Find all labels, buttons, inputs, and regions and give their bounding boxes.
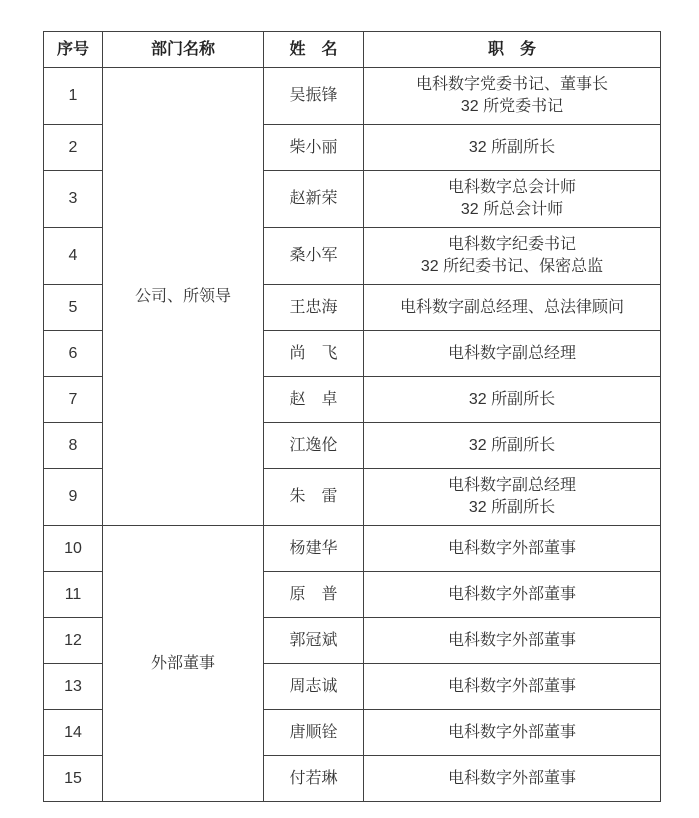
- department-cell: 公司、所领导: [103, 68, 264, 526]
- index-cell: 4: [44, 228, 103, 285]
- position-cell: [364, 526, 661, 572]
- name-cell: 朱 雷: [264, 469, 364, 526]
- position-cell: [364, 572, 661, 618]
- position-line: 电科数字副总经理: [447, 344, 576, 362]
- name-cell: 江逸伦: [264, 423, 364, 469]
- name-cell: 原 普: [264, 572, 364, 618]
- personnel-table: [43, 31, 661, 802]
- table-row: [44, 68, 661, 125]
- index-cell: 7: [44, 377, 103, 423]
- position-cell: [364, 423, 661, 469]
- index-cell: 14: [44, 710, 103, 756]
- position-cell: [364, 756, 661, 802]
- position-cell: [364, 68, 661, 125]
- position-line: 电科数字总会计师: [447, 179, 576, 196]
- position-cell: [364, 171, 661, 228]
- position-line: 电科数字党委书记、董事长: [415, 76, 608, 93]
- position-cell: [364, 377, 661, 423]
- position-line: 32 所党委书记: [460, 98, 564, 115]
- index-cell: 13: [44, 664, 103, 710]
- name-cell: 唐顺铨: [264, 710, 364, 756]
- index-cell: 8: [44, 423, 103, 469]
- index-cell: 2: [44, 125, 103, 171]
- name-cell: 赵新荣: [264, 171, 364, 228]
- name-cell: 柴小丽: [264, 125, 364, 171]
- name-cell: 付若琳: [264, 756, 364, 802]
- position-line: 电科数字外部董事: [447, 769, 576, 787]
- index-cell: 10: [44, 526, 103, 572]
- table-body: [44, 68, 661, 802]
- index-cell: 1: [44, 68, 103, 125]
- name-cell: 吴振锋: [264, 68, 364, 125]
- position-cell: [364, 331, 661, 377]
- position-cell: [364, 125, 661, 171]
- name-cell: 周志诚: [264, 664, 364, 710]
- header-name: 姓 名: [264, 32, 364, 68]
- index-cell: 15: [44, 756, 103, 802]
- index-cell: 6: [44, 331, 103, 377]
- position-line: 32 所副所长: [468, 499, 556, 516]
- position-cell: [364, 469, 661, 526]
- index-cell: 9: [44, 469, 103, 526]
- position-line: 电科数字外部董事: [447, 677, 576, 695]
- department-cell: 外部董事: [103, 526, 264, 802]
- name-cell: 杨建华: [264, 526, 364, 572]
- position-line: 电科数字副总经理、总法律顾问: [399, 298, 624, 316]
- index-cell: 3: [44, 171, 103, 228]
- header-index: 序号: [44, 32, 103, 68]
- table-row: [44, 526, 661, 572]
- table-header: [44, 32, 661, 68]
- position-line: 32 所总会计师: [460, 201, 564, 218]
- position-line: 电科数字副总经理: [447, 477, 576, 494]
- header-position: 职 务: [364, 32, 661, 68]
- name-cell: 赵 卓: [264, 377, 364, 423]
- personnel-table-container: [43, 31, 660, 802]
- position-line: 电科数字外部董事: [447, 585, 576, 603]
- position-cell: [364, 618, 661, 664]
- name-cell: 王忠海: [264, 285, 364, 331]
- position-line: 32 所副所长: [468, 390, 556, 408]
- index-cell: 11: [44, 572, 103, 618]
- position-cell: [364, 710, 661, 756]
- name-cell: 桑小军: [264, 228, 364, 285]
- name-cell: 郭冠斌: [264, 618, 364, 664]
- position-cell: [364, 228, 661, 285]
- position-cell: [364, 664, 661, 710]
- position-line: 电科数字外部董事: [447, 723, 576, 741]
- position-line: 电科数字外部董事: [447, 539, 576, 557]
- index-cell: 12: [44, 618, 103, 664]
- position-line: 32 所副所长: [468, 138, 556, 156]
- position-line: 电科数字纪委书记: [447, 236, 576, 253]
- position-line: 32 所纪委书记、保密总监: [420, 258, 604, 275]
- position-line: 电科数字外部董事: [447, 631, 576, 649]
- position-line: 32 所副所长: [468, 436, 556, 454]
- index-cell: 5: [44, 285, 103, 331]
- header-row: [44, 32, 661, 68]
- name-cell: 尚 飞: [264, 331, 364, 377]
- header-department: 部门名称: [103, 32, 264, 68]
- position-cell: [364, 285, 661, 331]
